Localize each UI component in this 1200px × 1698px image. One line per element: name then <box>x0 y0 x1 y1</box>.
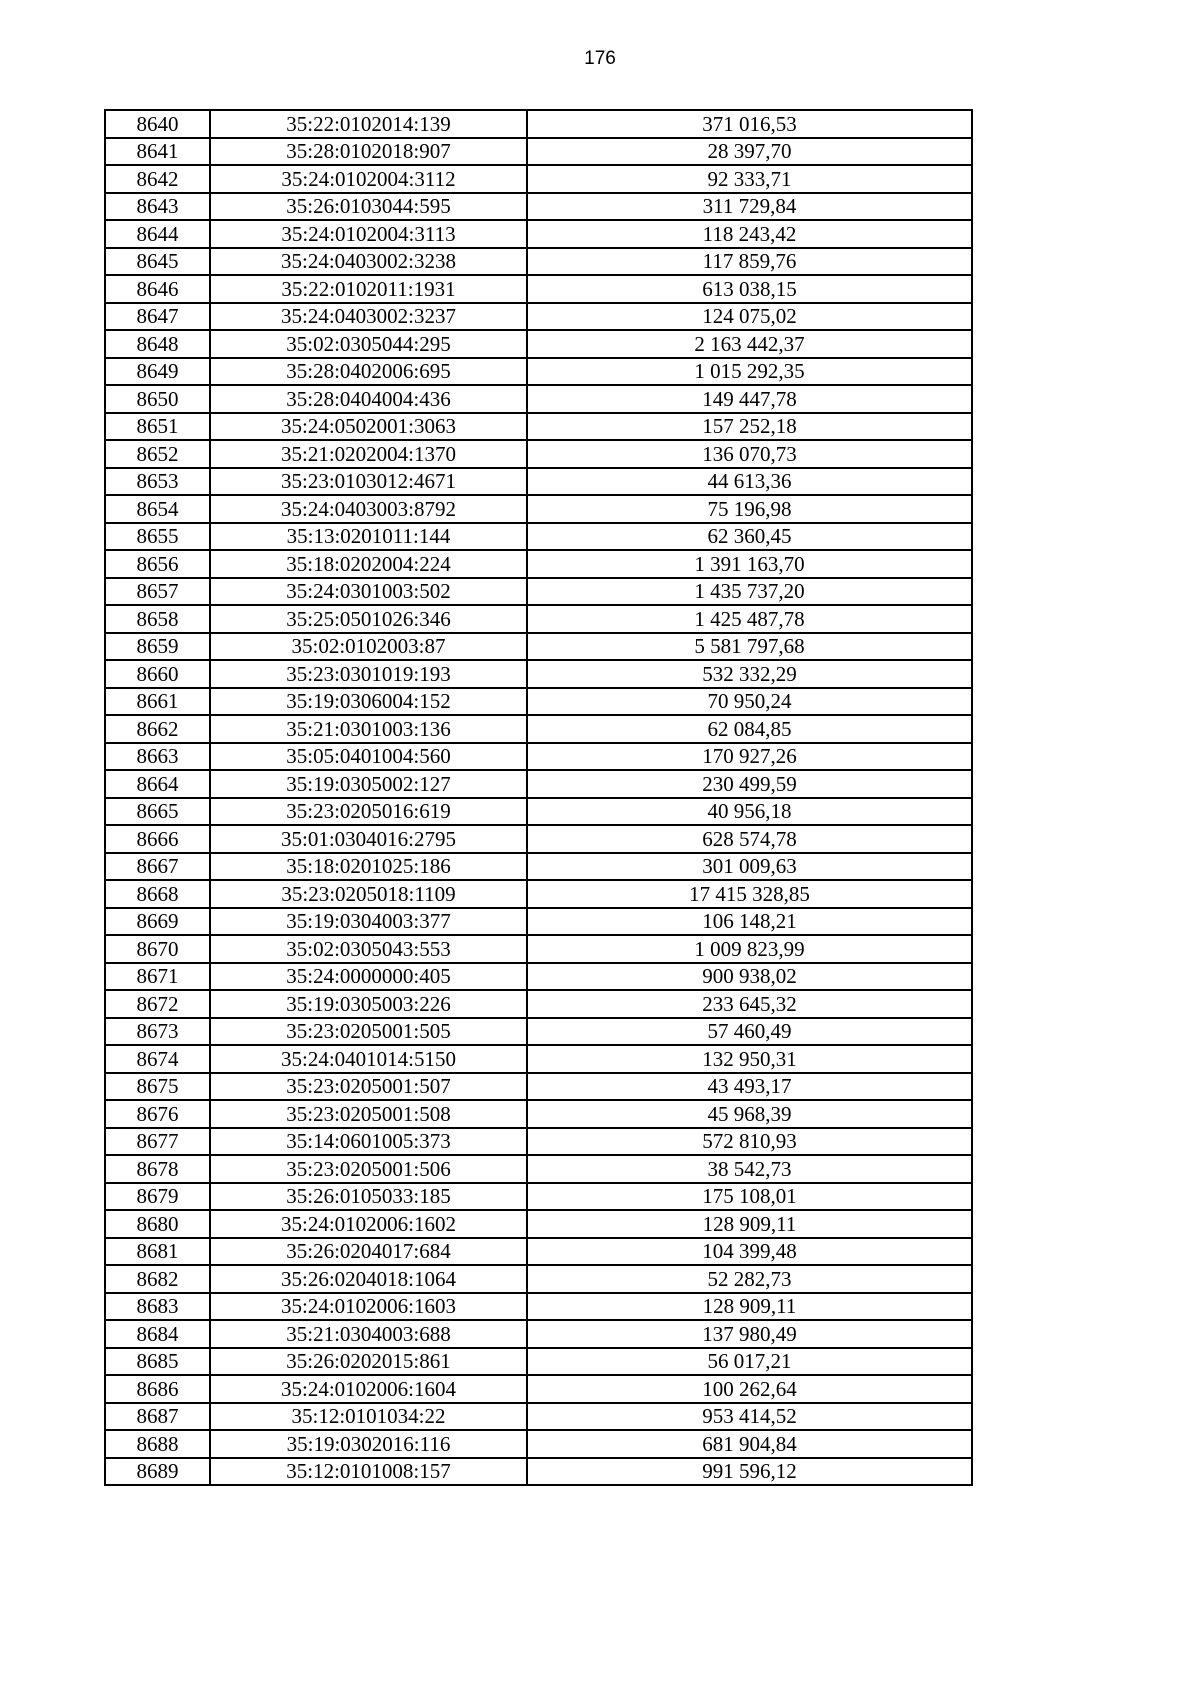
value-cell: 681 904,84 <box>527 1430 972 1458</box>
row-number-cell: 8641 <box>105 138 210 166</box>
value-cell: 1 391 163,70 <box>527 550 972 578</box>
cadastral-number-cell: 35:24:0102004:3113 <box>210 220 527 248</box>
cadastral-number-cell: 35:18:0202004:224 <box>210 550 527 578</box>
row-number-cell: 8652 <box>105 440 210 468</box>
value-cell: 1 435 737,20 <box>527 578 972 606</box>
cadastral-number-cell: 35:21:0301003:136 <box>210 715 527 743</box>
row-number-cell: 8674 <box>105 1045 210 1073</box>
cadastral-number-cell: 35:02:0305044:295 <box>210 330 527 358</box>
row-number-cell: 8645 <box>105 248 210 276</box>
row-number-cell: 8677 <box>105 1128 210 1156</box>
table-row <box>105 880 972 908</box>
row-number-cell: 8675 <box>105 1073 210 1101</box>
value-cell: 106 148,21 <box>527 908 972 936</box>
value-cell: 62 360,45 <box>527 523 972 551</box>
row-number-cell: 8661 <box>105 688 210 716</box>
table-row <box>105 660 972 688</box>
row-number-cell: 8649 <box>105 358 210 386</box>
value-cell: 170 927,26 <box>527 743 972 771</box>
table-row <box>105 688 972 716</box>
cadastral-number-cell: 35:18:0201025:186 <box>210 853 527 881</box>
cadastral-number-cell: 35:24:0000000:405 <box>210 963 527 991</box>
value-cell: 371 016,53 <box>527 110 972 138</box>
cadastral-number-cell: 35:24:0502001:3063 <box>210 413 527 441</box>
cadastral-number-cell: 35:22:0102011:1931 <box>210 275 527 303</box>
cadastral-number-cell: 35:26:0204017:684 <box>210 1238 527 1266</box>
table-row <box>105 303 972 331</box>
cadastral-number-cell: 35:19:0302016:116 <box>210 1430 527 1458</box>
value-cell: 175 108,01 <box>527 1183 972 1211</box>
cadastral-number-cell: 35:19:0306004:152 <box>210 688 527 716</box>
value-cell: 118 243,42 <box>527 220 972 248</box>
registry-table <box>104 109 973 1486</box>
cadastral-number-cell: 35:05:0401004:560 <box>210 743 527 771</box>
value-cell: 62 084,85 <box>527 715 972 743</box>
row-number-cell: 8681 <box>105 1238 210 1266</box>
value-cell: 44 613,36 <box>527 468 972 496</box>
value-cell: 124 075,02 <box>527 303 972 331</box>
cadastral-number-cell: 35:23:0103012:4671 <box>210 468 527 496</box>
row-number-cell: 8686 <box>105 1375 210 1403</box>
row-number-cell: 8668 <box>105 880 210 908</box>
row-number-cell: 8664 <box>105 770 210 798</box>
cadastral-number-cell: 35:23:0205018:1109 <box>210 880 527 908</box>
table-row <box>105 1155 972 1183</box>
row-number-cell: 8643 <box>105 193 210 221</box>
cadastral-number-cell: 35:26:0204018:1064 <box>210 1265 527 1293</box>
cadastral-number-cell: 35:24:0301003:502 <box>210 578 527 606</box>
row-number-cell: 8659 <box>105 633 210 661</box>
table-row <box>105 798 972 826</box>
row-number-cell: 8684 <box>105 1320 210 1348</box>
row-number-cell: 8676 <box>105 1100 210 1128</box>
table-row <box>105 1375 972 1403</box>
table-row <box>105 1128 972 1156</box>
row-number-cell: 8653 <box>105 468 210 496</box>
table-row <box>105 385 972 413</box>
cadastral-number-cell: 35:19:0305003:226 <box>210 990 527 1018</box>
table-row <box>105 770 972 798</box>
row-number-cell: 8650 <box>105 385 210 413</box>
table-row <box>105 578 972 606</box>
table-row <box>105 990 972 1018</box>
row-number-cell: 8658 <box>105 605 210 633</box>
value-cell: 75 196,98 <box>527 495 972 523</box>
row-number-cell: 8660 <box>105 660 210 688</box>
row-number-cell: 8685 <box>105 1348 210 1376</box>
value-cell: 38 542,73 <box>527 1155 972 1183</box>
row-number-cell: 8663 <box>105 743 210 771</box>
table-row <box>105 605 972 633</box>
table-row <box>105 743 972 771</box>
cadastral-number-cell: 35:02:0305043:553 <box>210 935 527 963</box>
value-cell: 953 414,52 <box>527 1403 972 1431</box>
row-number-cell: 8669 <box>105 908 210 936</box>
cadastral-number-cell: 35:24:0403002:3238 <box>210 248 527 276</box>
value-cell: 137 980,49 <box>527 1320 972 1348</box>
table-row <box>105 633 972 661</box>
value-cell: 572 810,93 <box>527 1128 972 1156</box>
table-row <box>105 495 972 523</box>
cadastral-number-cell: 35:24:0102004:3112 <box>210 165 527 193</box>
cadastral-number-cell: 35:26:0103044:595 <box>210 193 527 221</box>
cadastral-number-cell: 35:24:0401014:5150 <box>210 1045 527 1073</box>
cadastral-number-cell: 35:21:0304003:688 <box>210 1320 527 1348</box>
value-cell: 1 015 292,35 <box>527 358 972 386</box>
value-cell: 56 017,21 <box>527 1348 972 1376</box>
value-cell: 301 009,63 <box>527 853 972 881</box>
row-number-cell: 8672 <box>105 990 210 1018</box>
row-number-cell: 8680 <box>105 1210 210 1238</box>
table-row <box>105 358 972 386</box>
row-number-cell: 8656 <box>105 550 210 578</box>
value-cell: 28 397,70 <box>527 138 972 166</box>
table-row <box>105 1265 972 1293</box>
row-number-cell: 8667 <box>105 853 210 881</box>
table-row <box>105 1403 972 1431</box>
table-row <box>105 1045 972 1073</box>
row-number-cell: 8688 <box>105 1430 210 1458</box>
table-row <box>105 1210 972 1238</box>
cadastral-number-cell: 35:24:0102006:1603 <box>210 1293 527 1321</box>
cadastral-number-cell: 35:28:0102018:907 <box>210 138 527 166</box>
table-row <box>105 523 972 551</box>
table-row <box>105 330 972 358</box>
value-cell: 311 729,84 <box>527 193 972 221</box>
cadastral-number-cell: 35:28:0402006:695 <box>210 358 527 386</box>
cadastral-number-cell: 35:25:0501026:346 <box>210 605 527 633</box>
cadastral-number-cell: 35:21:0202004:1370 <box>210 440 527 468</box>
table-row <box>105 110 972 138</box>
table-row <box>105 1238 972 1266</box>
table-row <box>105 193 972 221</box>
row-number-cell: 8673 <box>105 1018 210 1046</box>
cadastral-number-cell: 35:28:0404004:436 <box>210 385 527 413</box>
cadastral-number-cell: 35:24:0403003:8792 <box>210 495 527 523</box>
value-cell: 2 163 442,37 <box>527 330 972 358</box>
value-cell: 45 968,39 <box>527 1100 972 1128</box>
row-number-cell: 8670 <box>105 935 210 963</box>
value-cell: 117 859,76 <box>527 248 972 276</box>
value-cell: 149 447,78 <box>527 385 972 413</box>
value-cell: 132 950,31 <box>527 1045 972 1073</box>
cadastral-number-cell: 35:19:0305002:127 <box>210 770 527 798</box>
value-cell: 900 938,02 <box>527 963 972 991</box>
row-number-cell: 8689 <box>105 1458 210 1486</box>
table-row <box>105 1320 972 1348</box>
cadastral-number-cell: 35:24:0403002:3237 <box>210 303 527 331</box>
table-row <box>105 1430 972 1458</box>
value-cell: 57 460,49 <box>527 1018 972 1046</box>
cadastral-number-cell: 35:23:0205001:507 <box>210 1073 527 1101</box>
row-number-cell: 8682 <box>105 1265 210 1293</box>
value-cell: 1 009 823,99 <box>527 935 972 963</box>
value-cell: 17 415 328,85 <box>527 880 972 908</box>
value-cell: 157 252,18 <box>527 413 972 441</box>
cadastral-number-cell: 35:26:0105033:185 <box>210 1183 527 1211</box>
table-row <box>105 715 972 743</box>
value-cell: 5 581 797,68 <box>527 633 972 661</box>
value-cell: 104 399,48 <box>527 1238 972 1266</box>
row-number-cell: 8662 <box>105 715 210 743</box>
table-row <box>105 963 972 991</box>
cadastral-number-cell: 35:23:0205016:619 <box>210 798 527 826</box>
row-number-cell: 8647 <box>105 303 210 331</box>
table-row <box>105 1183 972 1211</box>
value-cell: 128 909,11 <box>527 1293 972 1321</box>
cadastral-number-cell: 35:19:0304003:377 <box>210 908 527 936</box>
value-cell: 92 333,71 <box>527 165 972 193</box>
table-row <box>105 165 972 193</box>
page-number: 176 <box>584 48 616 69</box>
cadastral-number-cell: 35:22:0102014:139 <box>210 110 527 138</box>
row-number-cell: 8646 <box>105 275 210 303</box>
row-number-cell: 8657 <box>105 578 210 606</box>
table-row <box>105 1018 972 1046</box>
cadastral-number-cell: 35:24:0102006:1604 <box>210 1375 527 1403</box>
row-number-cell: 8642 <box>105 165 210 193</box>
table-row <box>105 1293 972 1321</box>
row-number-cell: 8687 <box>105 1403 210 1431</box>
value-cell: 532 332,29 <box>527 660 972 688</box>
table-row <box>105 275 972 303</box>
table-row <box>105 220 972 248</box>
table-row <box>105 1100 972 1128</box>
cadastral-number-cell: 35:12:0101008:157 <box>210 1458 527 1486</box>
cadastral-number-cell: 35:23:0205001:505 <box>210 1018 527 1046</box>
value-cell: 100 262,64 <box>527 1375 972 1403</box>
value-cell: 628 574,78 <box>527 825 972 853</box>
value-cell: 613 038,15 <box>527 275 972 303</box>
row-number-cell: 8644 <box>105 220 210 248</box>
table-row <box>105 1348 972 1376</box>
table-row <box>105 1458 972 1486</box>
table-row <box>105 248 972 276</box>
cadastral-number-cell: 35:23:0205001:508 <box>210 1100 527 1128</box>
cadastral-number-cell: 35:23:0205001:506 <box>210 1155 527 1183</box>
table-row <box>105 413 972 441</box>
value-cell: 136 070,73 <box>527 440 972 468</box>
cadastral-number-cell: 35:02:0102003:87 <box>210 633 527 661</box>
row-number-cell: 8648 <box>105 330 210 358</box>
row-number-cell: 8665 <box>105 798 210 826</box>
cadastral-number-cell: 35:23:0301019:193 <box>210 660 527 688</box>
table-row <box>105 1073 972 1101</box>
cadastral-number-cell: 35:24:0102006:1602 <box>210 1210 527 1238</box>
value-cell: 70 950,24 <box>527 688 972 716</box>
table-row <box>105 138 972 166</box>
row-number-cell: 8678 <box>105 1155 210 1183</box>
row-number-cell: 8654 <box>105 495 210 523</box>
value-cell: 233 645,32 <box>527 990 972 1018</box>
cadastral-number-cell: 35:26:0202015:861 <box>210 1348 527 1376</box>
table-row <box>105 935 972 963</box>
value-cell: 128 909,11 <box>527 1210 972 1238</box>
cadastral-number-cell: 35:14:0601005:373 <box>210 1128 527 1156</box>
value-cell: 230 499,59 <box>527 770 972 798</box>
registry-table-body <box>105 110 972 1485</box>
table-row <box>105 825 972 853</box>
table-row <box>105 550 972 578</box>
value-cell: 40 956,18 <box>527 798 972 826</box>
value-cell: 991 596,12 <box>527 1458 972 1486</box>
table-row <box>105 468 972 496</box>
row-number-cell: 8671 <box>105 963 210 991</box>
row-number-cell: 8666 <box>105 825 210 853</box>
value-cell: 43 493,17 <box>527 1073 972 1101</box>
row-number-cell: 8651 <box>105 413 210 441</box>
value-cell: 1 425 487,78 <box>527 605 972 633</box>
row-number-cell: 8655 <box>105 523 210 551</box>
cadastral-number-cell: 35:01:0304016:2795 <box>210 825 527 853</box>
value-cell: 52 282,73 <box>527 1265 972 1293</box>
cadastral-number-cell: 35:13:0201011:144 <box>210 523 527 551</box>
row-number-cell: 8679 <box>105 1183 210 1211</box>
cadastral-number-cell: 35:12:0101034:22 <box>210 1403 527 1431</box>
row-number-cell: 8683 <box>105 1293 210 1321</box>
table-row <box>105 908 972 936</box>
table-row <box>105 440 972 468</box>
row-number-cell: 8640 <box>105 110 210 138</box>
table-row <box>105 853 972 881</box>
